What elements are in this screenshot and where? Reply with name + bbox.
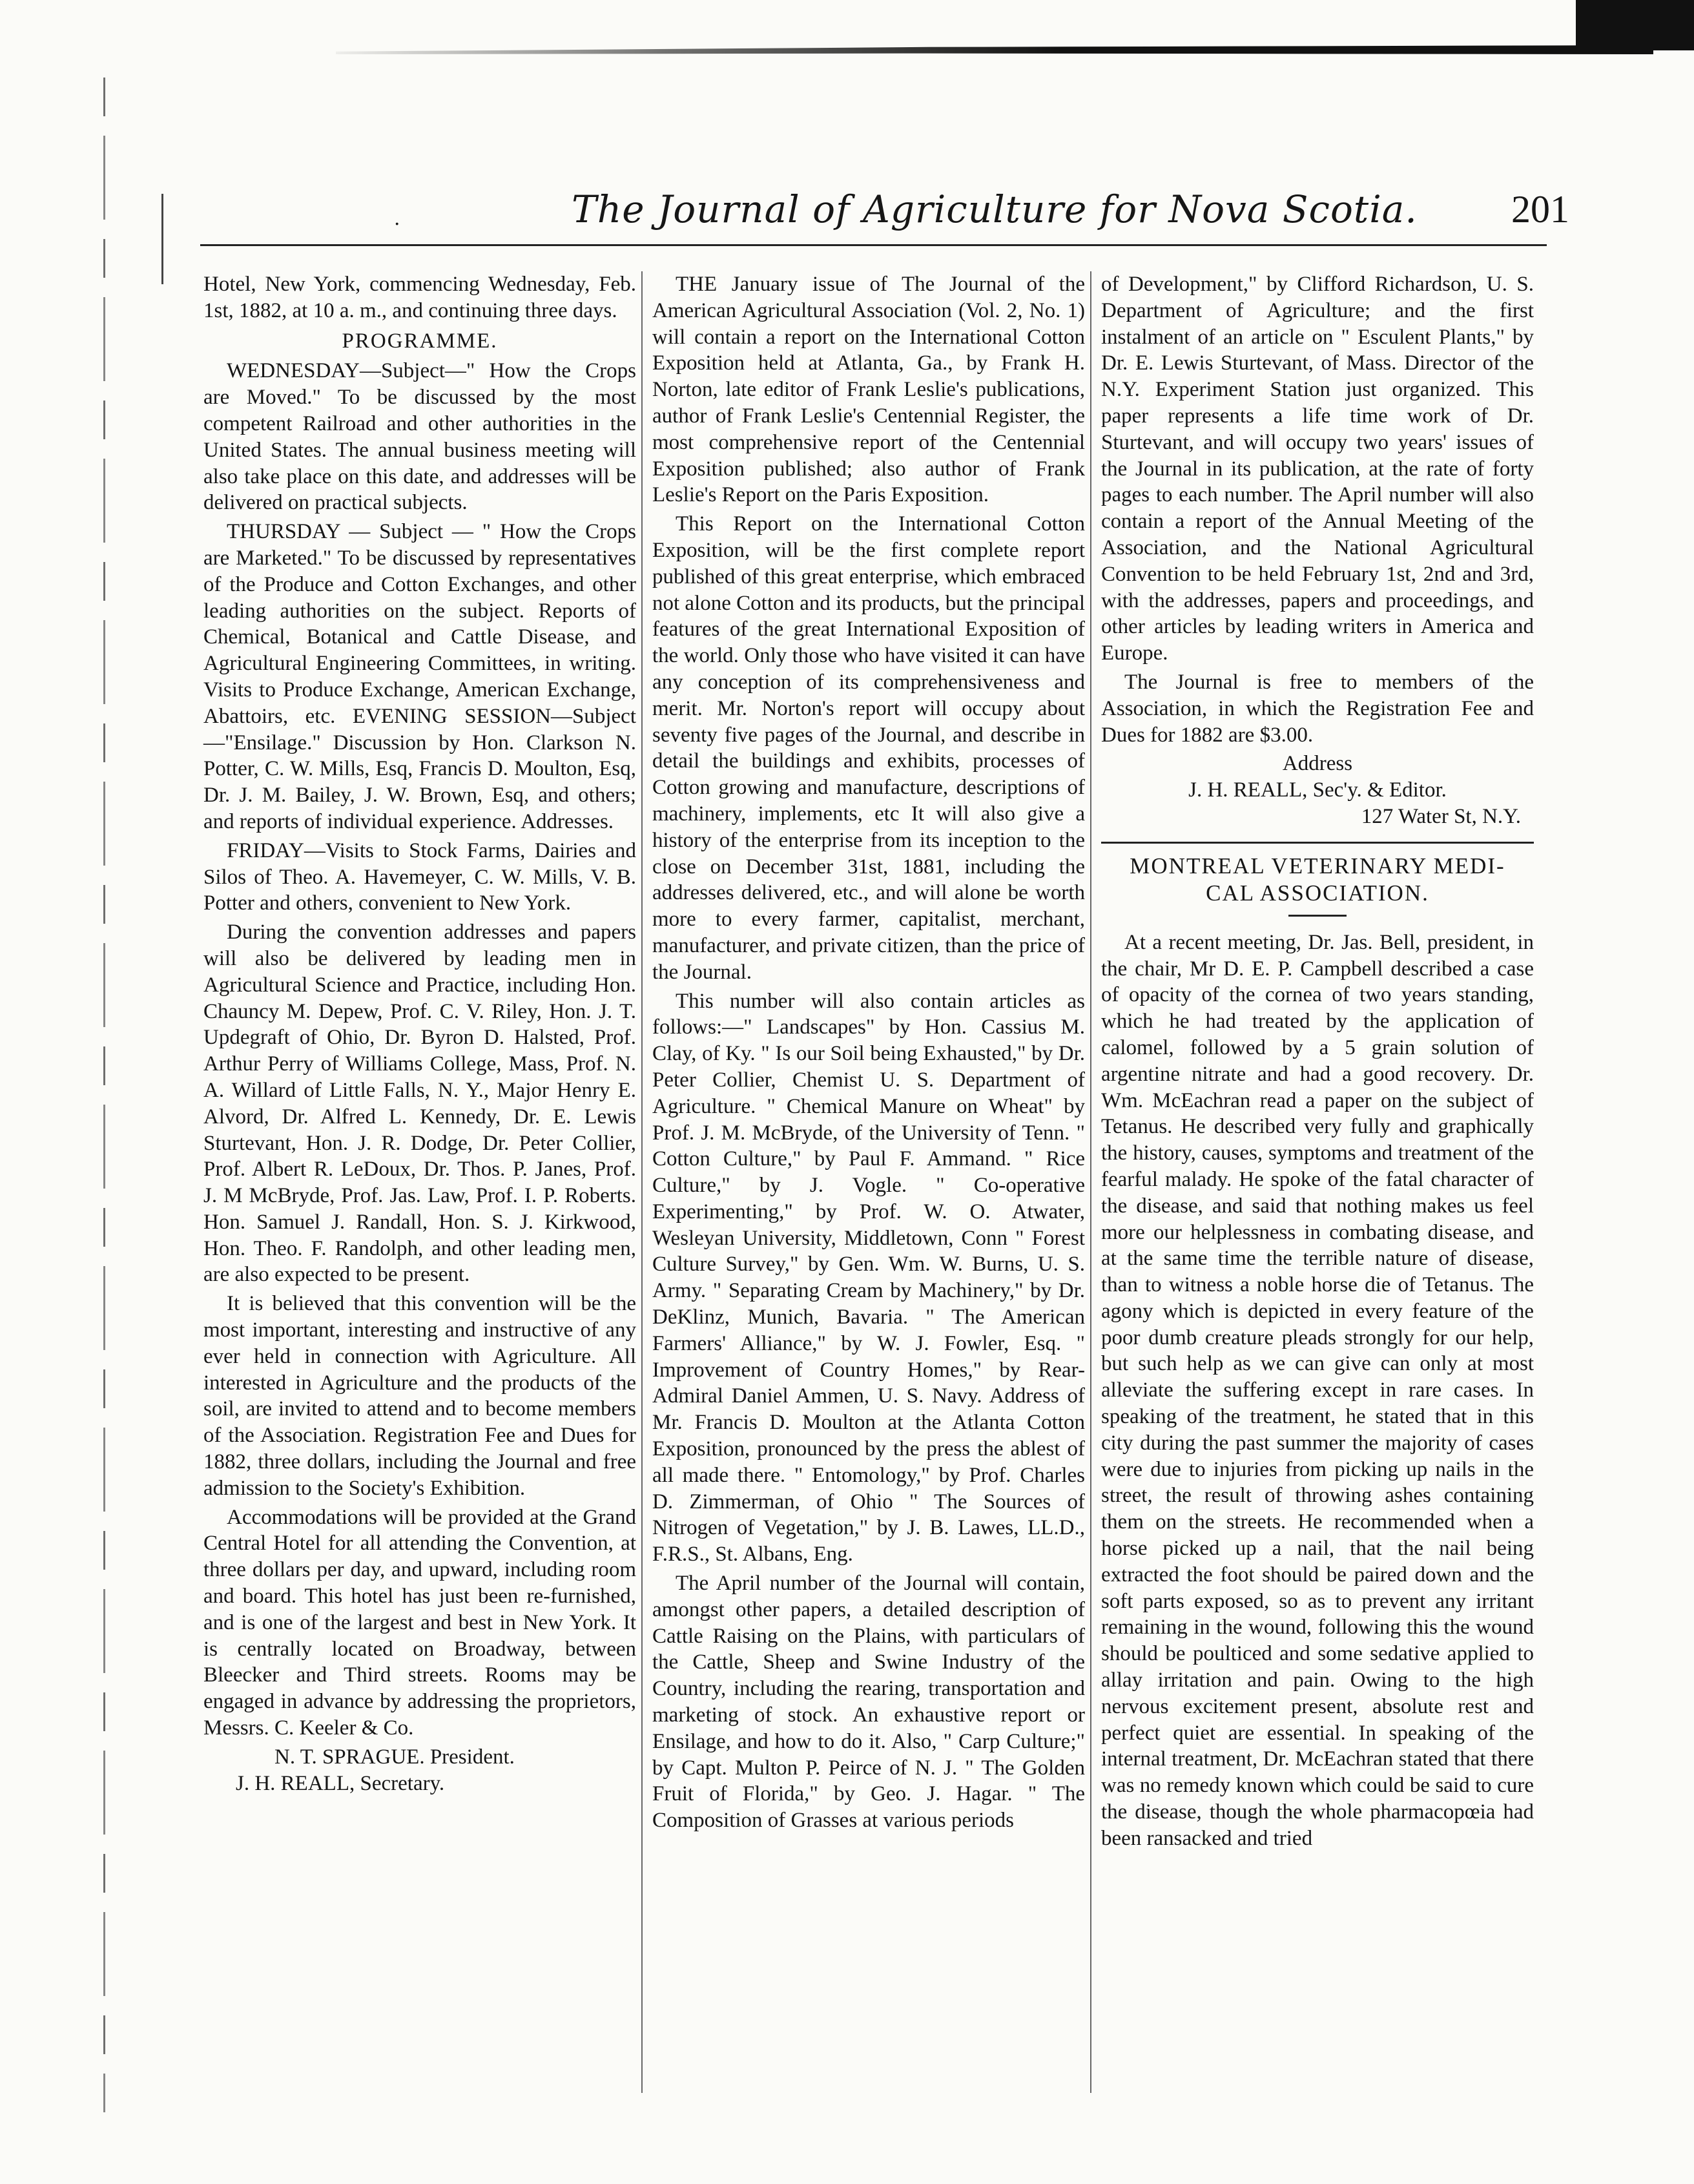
section-heading-line-2: CAL ASSOCIATION.	[1206, 880, 1429, 906]
section-rule	[1101, 842, 1534, 844]
left-margin-mark	[161, 194, 163, 284]
paragraph-believed: It is believed that this convention will be the most important, interesting and instructive of any ever held in connection with Agriculture. All interested in Agriculture and the products of the soil, are invited to attend and to become members of the Association. Registration Fee and Dues for 1882, three dollars, including the Journal and free admission to the Society's Exhibition.	[203, 1292, 636, 1500]
page-header	[168, 187, 1569, 245]
heading-short-rule	[1288, 915, 1347, 917]
signature-secretary: J. H. REALL, Secretary.	[236, 1771, 445, 1795]
top-scan-edge	[336, 45, 1653, 54]
signature-president: N. T. SPRAGUE. President.	[274, 1745, 515, 1769]
programme-heading: PROGRAMME.	[342, 329, 498, 353]
paragraph-montreal-meeting: At a recent meeting, Dr. Jas. Bell, president, in the chair, Mr D. E. P. Campbell described a case of opacity of the cornea of two years standing, which he had treated by the application of calomel, followed by a 5 grain solution of argentine nitrate and had a good recovery. Dr. Wm. McEachran read a paper on the subject of Tetanus. He described very fully and graphically the history, causes, symptoms and treatment of the fearful malady. He spoke of the fatal character of the disease, and said that nothing makes us feel more our helplessness in combating disease, and at the same time the terrible nature of disease, than to witness a noble horse die of Tetanus. The agony which is depicted in every feature of the poor dumb creature pleads strongly for our help, but such help as we can give can only at most alleviate the suffering except in rare cases. In speaking of the treatment, he stated that in this city during the past summer the majority of cases were due to injuries from picking up nails in the street, the result of throwing ashes containing them on the streets. He recommended when a horse picked up a nail, that the nail being extracted the foot should be paired down and the soft parts exposed, so as to prevent any irritant remaining in the wound, following this the wound should be poulticed and some sedative applied to allay irritation and pain. Owing to the high nervous excitement present, absolute rest and perfect quiet are essential. In speaking of the internal treatment, Dr. McEachran stated that there was no remedy known which could be said to cure the disease, though the whole pharmacopœia had been ransacked and tried	[1101, 930, 1534, 1850]
paragraph-accommodations: Accommodations will be provided at the Grand Central Hotel for all attending the Convention, at three dollars per day, and upward, including room and board. This hotel has just been re-furnished, and is one of the largest and best in New York. It is centrally located on Broadway, between Bleecker and Third streets. Rooms may be engaged in advance by addressing the proprietors, Messrs. C. Keeler & Co.	[203, 1505, 636, 1740]
page-number: 201	[1511, 188, 1569, 231]
paragraph-journal-free: The Journal is free to members of the Association, in which the Registration Fee and Dues for 1882 are $3.00.	[1101, 670, 1534, 747]
left-binding-edge	[103, 78, 105, 2112]
paragraph-january-issue: THE January issue of The Journal of the American Agricultural Association (Vol. 2, No. 1) will contain a report on the International Cotton Exposition held at Atlanta, Ga., by Frank H. Norton, late editor of Frank Leslie's publications, author of Frank Leslie's Centennial Register, the most comprehensive report of the Centennial Exposition published; also author of Frank Leslie's Report on the Paris Exposition.	[652, 273, 1085, 507]
header-dot: ·	[394, 213, 400, 236]
paragraph-wednesday: WEDNESDAY—Subject—" How the Crops are Moved." To be discussed by the most competent Railroad and other authorities in the United States. The annual business meeting will also take place on this date, and addresses will be delivered on practical subjects.	[203, 359, 636, 515]
paragraph-continued: of Development," by Clifford Richardson, U. S. Department of Agriculture; and the first instalment of an article on " Esculent Plants," by Dr. E. Lewis Sturtevant, of Mass. Director of the N.Y. Experiment Station just organized. This paper represents a life time work of Dr. Sturtevant, and will occupy two years' issues of the Journal in its publication, at the rate of forty pages to each number. The April number will also contain a report of the Annual Meeting of the Association, and the National Agricultural Convention to be held February 1st, 2nd and 3rd, with the addresses, papers and proceedings, and other articles by leading writers in America and Europe.	[1101, 273, 1534, 665]
paragraph-friday: FRIDAY—Visits to Stock Farms, Dairies and Silos of Theo. A. Havemeyer, C. W. Mills, V. B. Potter and others, convenient to New York.	[203, 838, 636, 915]
address-name: J. H. REALL, Sec'y. & Editor.	[1188, 778, 1447, 802]
paragraph-cotton-report: This Report on the International Cotton Exposition, will be the first complete report published of this great enterprise, which embraced not alone Cotton and its products, but the principal features of the great International Exposition of the world. Only those who have visited it can have any conception of its comprehensiveness and merit. Mr. Norton's report will occupy about seventy five pages of the Journal, and describe in detail the buildings and exhibits, processes of Cotton growing and manufacture, descriptions of machinery, implements, etc It will also give a history of the enterprise from its inception to the close on December 31st, 1881, including the addresses delivered, etc., and will alone be worth more to every farmer, capitalist, merchant, manufacturer, and private citizen, than the price of the Journal.	[652, 512, 1085, 984]
section-heading-line-1: MONTREAL VETERINARY MEDI-	[1130, 853, 1505, 879]
column-divider-1	[641, 271, 643, 2093]
address-label: Address	[1282, 752, 1353, 776]
paragraph-thursday: THURSDAY — Subject — " How the Crops are Marketed." To be discussed by representatives of the Produce and Cotton Exchanges, and other leading authorities on the subject. Reports of Chemical, Botanical and Cattle Disease, and Agricultural Engineering Committees, in writing. Visits to Produce Exchange, American Exchange, Abattoirs, etc. EVENING SESSION—Subject—"Ensilage." Discussion by Hon. Clarkson N. Potter, C. W. Mills, Esq, Francis D. Moulton, Esq, Dr. J. M. Bailey, J. W. Brown, Esq, and others; and reports of individual experience. Addresses.	[203, 520, 636, 833]
paragraph-convention: During the convention addresses and papers will also be delivered by leading men in Agricultural Science and Practice, including Hon. Chauncy M. Depew, Prof. C. V. Riley, Hon. J. T. Updegraft of Ohio, Dr. Byron D. Halsted, Prof. Arthur Perry of Williams College, Mass, Prof. N. A. Willard of Little Falls, N. Y., Major Henry E. Alvord, Dr. Alfred L. Kennedy, Dr. E. Lewis Sturtevant, Hon. J. R. Dodge, Dr. Peter Collier, Prof. Albert R. LeDoux, Dr. Thos. P. Janes, Prof. J. M McBryde, Prof. Jas. Law, Prof. I. P. Roberts. Hon. Samuel J. Randall, Hon. S. J. Kirkwood, Hon. Theo. F. Randolph, and other leading men, are also expected to be present.	[203, 920, 636, 1287]
running-title: The Journal of Agriculture for Nova Scotia.	[572, 187, 1418, 231]
paragraph-april-number: The April number of the Journal will contain, amongst other papers, a detailed description of Cattle Raising on the Plains, with particulars of the Cattle, Sheep and Swine Industry of the Country, including the rearing, transportation and marketing of stock. An exhaustive report or Ensilage, and how to do it. Also, " Carp Culture;" by Capt. Multon P. Peirce of N. J. " The Golden Fruit of Florida," by Geo. J. Hagar. " The Composition of Grasses at various periods	[652, 1572, 1085, 1833]
column-3	[1101, 271, 1534, 1855]
column-divider-2	[1090, 271, 1091, 2093]
column-1	[203, 271, 636, 1796]
column-2	[652, 271, 1085, 1836]
header-rule	[200, 244, 1547, 246]
paragraph-articles: This number will also contain articles as follows:—" Landscapes" by Hon. Cassius M. Clay, of Ky. " Is our Soil being Exhausted," by Dr. Peter Collier, Chemist U. S. Department of Agriculture. " Chemical Manure on Wheat" by Prof. J. M. McBryde, of the University of Tenn. " Cotton Culture," by Paul F. Ammand. " Rice Culture," by J. Vogle. " Co-operative Experimenting," by Prof. W. O. Atwater, Wesleyan University, Middletown, Conn " Forest Culture Survey," by Gen. Wm. W. Burns, U. S. Army. " Separating Cream by Machinery," by Dr. DeKlinz, Munich, Bavaria. " The American Farmers' Alliance," by W. J. Fowler, Esq. " Improvement of Country Homes," by Rear-Admiral Daniel Ammen, U. S. Navy. Address of Mr. Francis D. Moulton at the Atlanta Cotton Exposition, pronounced by the press the ablest of all made there. " Entomology," by Prof. Charles D. Zimmerman, of Ohio " The Sources of Nitrogen of Vegetation," by J. B. Lawes, LL.D., F.R.S., St. Albans, Eng.	[652, 989, 1085, 1566]
top-right-scan-shadow	[1576, 0, 1694, 50]
paragraph-intro: Hotel, New York, commencing Wednesday, Feb. 1st, 1882, at 10 a. m., and continuing three days.	[203, 273, 636, 322]
address-street: 127 Water St, N.Y.	[1361, 804, 1521, 828]
